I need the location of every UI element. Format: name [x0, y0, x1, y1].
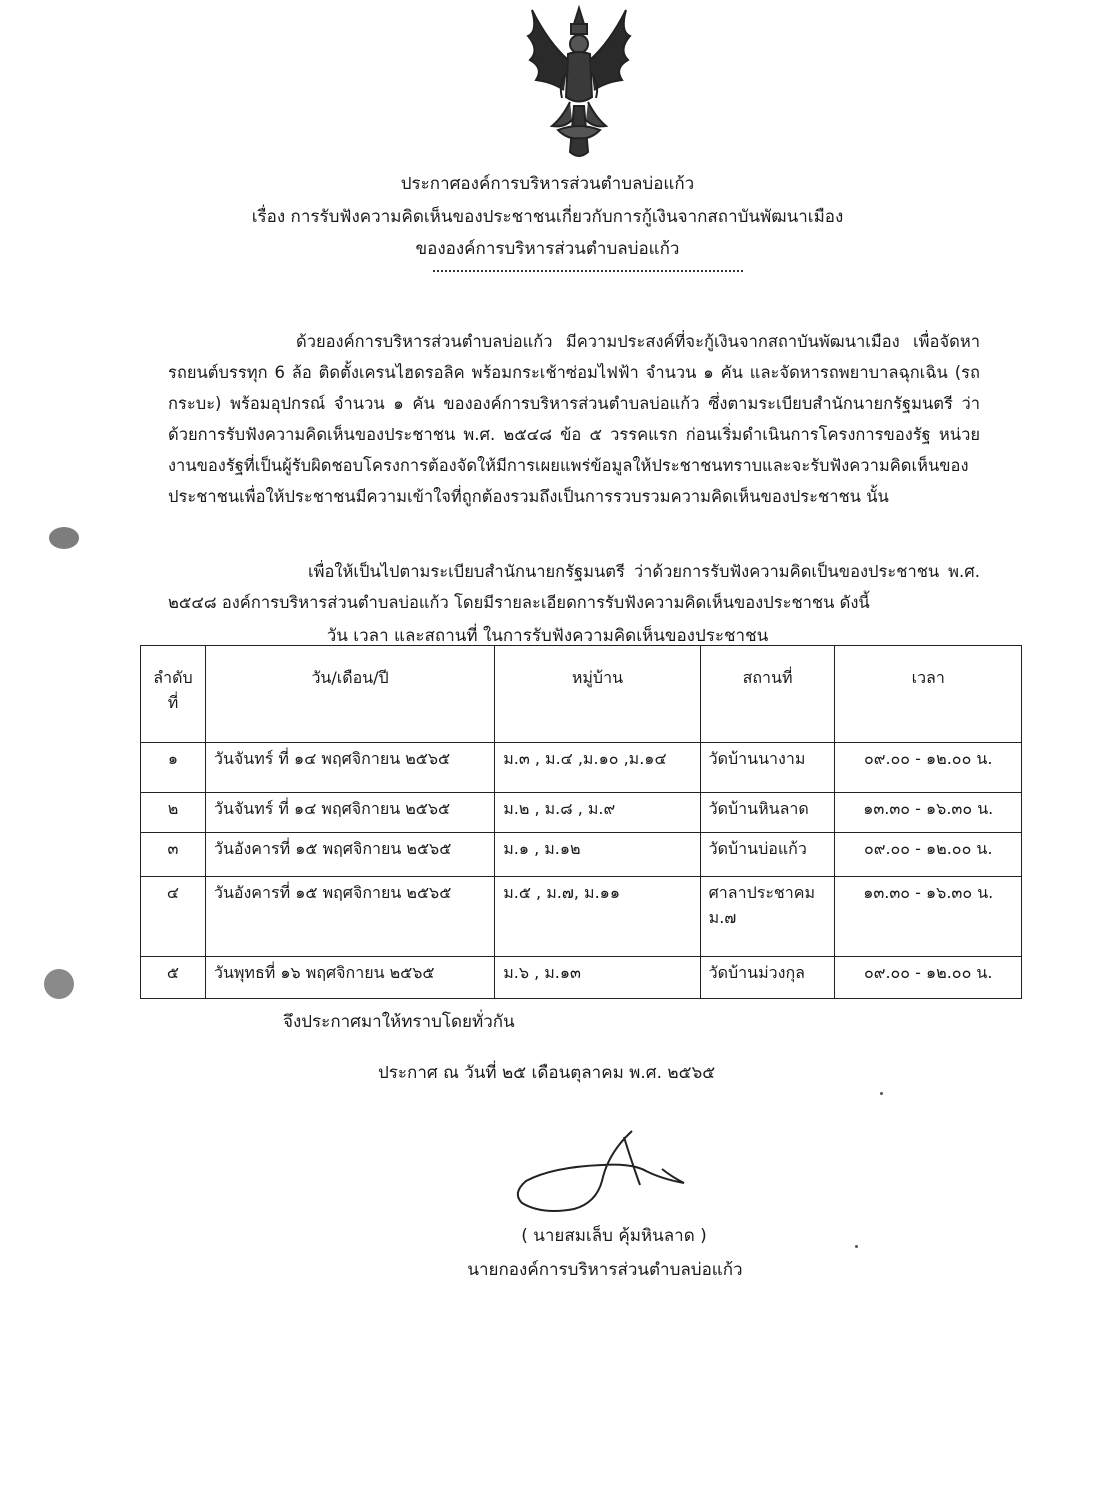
cell-time: ๐๙.๐๐ - ๑๒.๐๐ น. — [835, 833, 1022, 877]
header-place: สถานที่ — [700, 646, 835, 743]
header-time: เวลา — [835, 646, 1022, 743]
signatory-name: ( นายสมเล็บ คุ้มหินลาด ) — [521, 1226, 707, 1246]
announcement-subject: เรื่อง การรับฟังความคิดเห็นของประชาชนเกี่ยวกับการกู้เงินจากสถาบันพัฒนาเมือง — [251, 207, 844, 227]
cell-time: ๑๓.๓๐ - ๑๖.๓๐ น. — [835, 877, 1022, 957]
garuda-emblem-icon — [518, 2, 640, 162]
speck — [855, 1245, 858, 1248]
cell-no: ๓ — [141, 833, 206, 877]
schedule-table — [140, 645, 1022, 999]
announcement-subject-cont: ขององค์การบริหารส่วนตำบลบ่อแก้ว — [415, 239, 680, 259]
cell-date: วันอังคารที่ ๑๕ พฤศจิกายน ๒๕๖๕ — [205, 833, 494, 877]
body-paragraph-2 — [168, 556, 980, 618]
table-row — [141, 833, 1022, 877]
table-row — [141, 957, 1022, 999]
cell-place: วัดบ้านบ่อแก้ว — [700, 833, 835, 877]
header-no: ลำดับ ที่ — [141, 646, 206, 743]
signature-scribble — [512, 1123, 692, 1218]
issue-date: ประกาศ ณ วันที่ ๒๕ เดือนตุลาคม พ.ศ. ๒๕๖๕ — [378, 1063, 716, 1083]
punch-hole — [44, 969, 74, 999]
cell-place: วัดบ้านม่วงกุล — [700, 957, 835, 999]
cell-place: วัดบ้านหินลาด — [700, 793, 835, 833]
cell-village: ม.๕ , ม.๗, ม.๑๑ — [495, 877, 700, 957]
punch-hole — [49, 527, 79, 549]
paragraph-1-text: ด้วยองค์การบริหารส่วนตำบลบ่อแก้ว มีความประสงค์ที่จะกู้เงินจากสถาบันพัฒนาเมือง เพื่อจัดหารถยนต์บรรทุก 6 ล้อ ติดตั้งเครนไฮดรอลิค พร้อมกระเช้าซ่อมไฟฟ้า จำนวน ๑ คัน และจัดหารถพยาบาลฉุกเฉิน (รถกระบะ) พร้อมอุปกรณ์ จำนวน ๑ คัน ขององค์การบริหารส่วนตำบลบ่อแก้ว ซึ่งตามระเบียบสำนักนายกรัฐมนตรี ว่าด้วยการรับฟังความคิดเห็นของประชาชน พ.ศ. ๒๕๔๘ ข้อ ๕ วรรคแรก ก่อนเริ่มดำเนินการโครงการของรัฐ หน่วยงานของรัฐที่เป็นผู้รับผิดชอบโครงการต้องจัดให้มีการเผยแพร่ข้อมูลให้ประชาชนทราบและจะรับฟังความคิดเห็นของประชาชนเพื่อให้ประชาชนมีความเข้าใจที่ถูกต้องรวมถึงเป็นการรวบรวมความคิดเห็นของประชาชน นั้น — [168, 332, 980, 506]
body-paragraph-1 — [168, 326, 980, 512]
cell-date: วันอังคารที่ ๑๕ พฤศจิกายน ๒๕๖๕ — [205, 877, 494, 957]
cell-no: ๕ — [141, 957, 206, 999]
cell-no: ๒ — [141, 793, 206, 833]
cell-village: ม.๒ , ม.๘ , ม.๙ — [495, 793, 700, 833]
cell-place: วัดบ้านนางาม — [700, 743, 835, 793]
header-village: หมู่บ้าน — [495, 646, 700, 743]
cell-village: ม.๑ , ม.๑๒ — [495, 833, 700, 877]
header-date: วัน/เดือน/ปี — [205, 646, 494, 743]
announcement-title: ประกาศองค์การบริหารส่วนตำบลบ่อแก้ว — [400, 174, 695, 194]
cell-time: ๐๙.๐๐ - ๑๒.๐๐ น. — [835, 743, 1022, 793]
cell-no: ๔ — [141, 877, 206, 957]
cell-no: ๑ — [141, 743, 206, 793]
cell-time: ๑๓.๓๐ - ๑๖.๓๐ น. — [835, 793, 1022, 833]
table-caption: วัน เวลา และสถานที่ ในการรับฟังความคิดเห็นของประชาชน — [326, 626, 769, 646]
cell-village: ม.๖ , ม.๑๓ — [495, 957, 700, 999]
closing-statement: จึงประกาศมาให้ทราบโดยทั่วกัน — [283, 1012, 515, 1032]
cell-village: ม.๓ , ม.๔ ,ม.๑๐ ,ม.๑๔ — [495, 743, 700, 793]
cell-date: วันจันทร์ ที่ ๑๔ พฤศจิกายน ๒๕๖๕ — [205, 743, 494, 793]
cell-time: ๐๙.๐๐ - ๑๒.๐๐ น. — [835, 957, 1022, 999]
table-row — [141, 793, 1022, 833]
table-header-row — [141, 646, 1022, 743]
cell-date: วันจันทร์ ที่ ๑๔ พฤศจิกายน ๒๕๖๕ — [205, 793, 494, 833]
table-row — [141, 877, 1022, 957]
signatory-position: นายกองค์การบริหารส่วนตำบลบ่อแก้ว — [467, 1260, 743, 1280]
cell-date: วันพุทธที่ ๑๖ พฤศจิกายน ๒๕๖๕ — [205, 957, 494, 999]
cell-place: ศาลาประชาคม ม.๗ — [700, 877, 835, 957]
speck — [880, 1092, 883, 1095]
table-row — [141, 743, 1022, 793]
paragraph-2-text: เพื่อให้เป็นไปตามระเบียบสำนักนายกรัฐมนตรี ว่าด้วยการรับฟังความคิดเป็นของประชาชน พ.ศ. ๒๕๔๘ องค์การบริหารส่วนตำบลบ่อแก้ว โดยมีรายละเอียดการรับฟังความคิดเห็นของประชาชน ดังนี้ — [168, 562, 980, 612]
dotted-separator — [433, 270, 743, 272]
